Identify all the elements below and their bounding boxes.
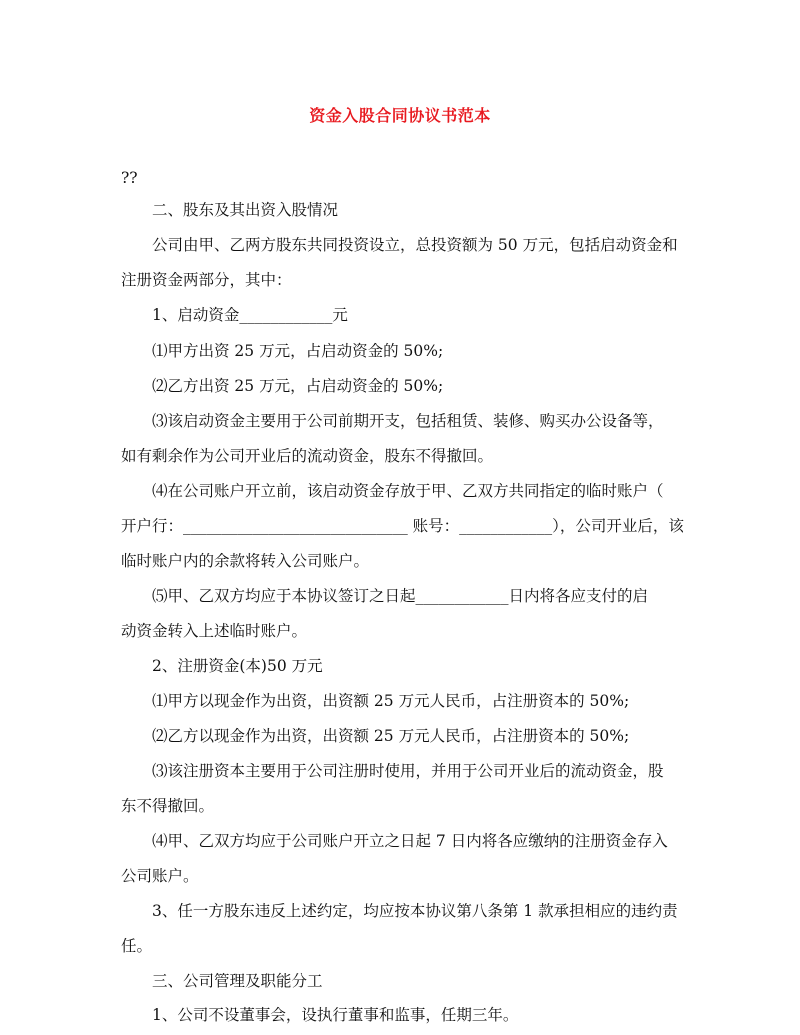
section-heading: 三、公司管理及职能分工	[152, 972, 323, 990]
text-line: ⑷在公司账户开立前，该启动资金存放于甲、乙双方共同指定的临时账户（	[152, 482, 664, 500]
text-line: ??	[121, 169, 138, 187]
text-line: ⑶该注册资本主要用于公司注册时使用，并用于公司开业后的流动资金，股	[152, 762, 664, 780]
text-line: 临时账户内的余款将转入公司账户。	[121, 552, 370, 570]
text-line: ⑴甲方出资 25 万元，占启动资金的 50%;	[152, 342, 444, 360]
text-line: ⑷甲、乙双方均应于公司账户开立之日起 7 日内将各应缴纳的注册资金存入	[152, 832, 668, 850]
text-line: 1、启动资金____________元	[152, 306, 348, 324]
document-title: 资金入股合同协议书范本	[309, 106, 491, 125]
text-line: ⑵乙方出资 25 万元，占启动资金的 50%;	[152, 377, 444, 395]
text-line: 1、公司不设董事会，设执行董事和监事，任期三年。	[152, 1006, 519, 1024]
text-line: 3、任一方股东违反上述约定，均应按本协议第八条第 1 款承担相应的违约责	[152, 902, 678, 920]
text-line: ⑴甲方以现金作为出资，出资额 25 万元人民币，占注册资本的 50%;	[152, 692, 630, 710]
text-line: 如有剩余作为公司开业后的流动资金，股东不得撤回。	[121, 447, 494, 465]
text-line: 任。	[121, 937, 153, 955]
text-line: 开户行：_____________________________ 账号：____________），公司开业后，该	[121, 517, 684, 535]
text-line: ⑸甲、乙双方均应于本协议签订之日起____________日内将各应支付的启	[152, 587, 649, 605]
text-line: ⑶该启动资金主要用于公司前期开支，包括租赁、装修、购买办公设备等，	[152, 412, 664, 430]
text-line: 注册资金两部分，其中：	[121, 271, 292, 289]
text-line: 公司账户。	[121, 867, 199, 885]
section-heading: 二、股东及其出资入股情况	[152, 201, 339, 219]
text-line: 公司由甲、乙两方股东共同投资设立，总投资额为 50 万元，包括启动资金和	[152, 236, 678, 254]
text-line: 东不得撤回。	[121, 797, 215, 815]
text-line: 动资金转入上述临时账户。	[121, 622, 308, 640]
text-line: ⑵乙方以现金作为出资，出资额 25 万元人民币，占注册资本的 50%;	[152, 727, 630, 745]
text-line: 2、注册资金(本)50 万元	[152, 657, 323, 675]
